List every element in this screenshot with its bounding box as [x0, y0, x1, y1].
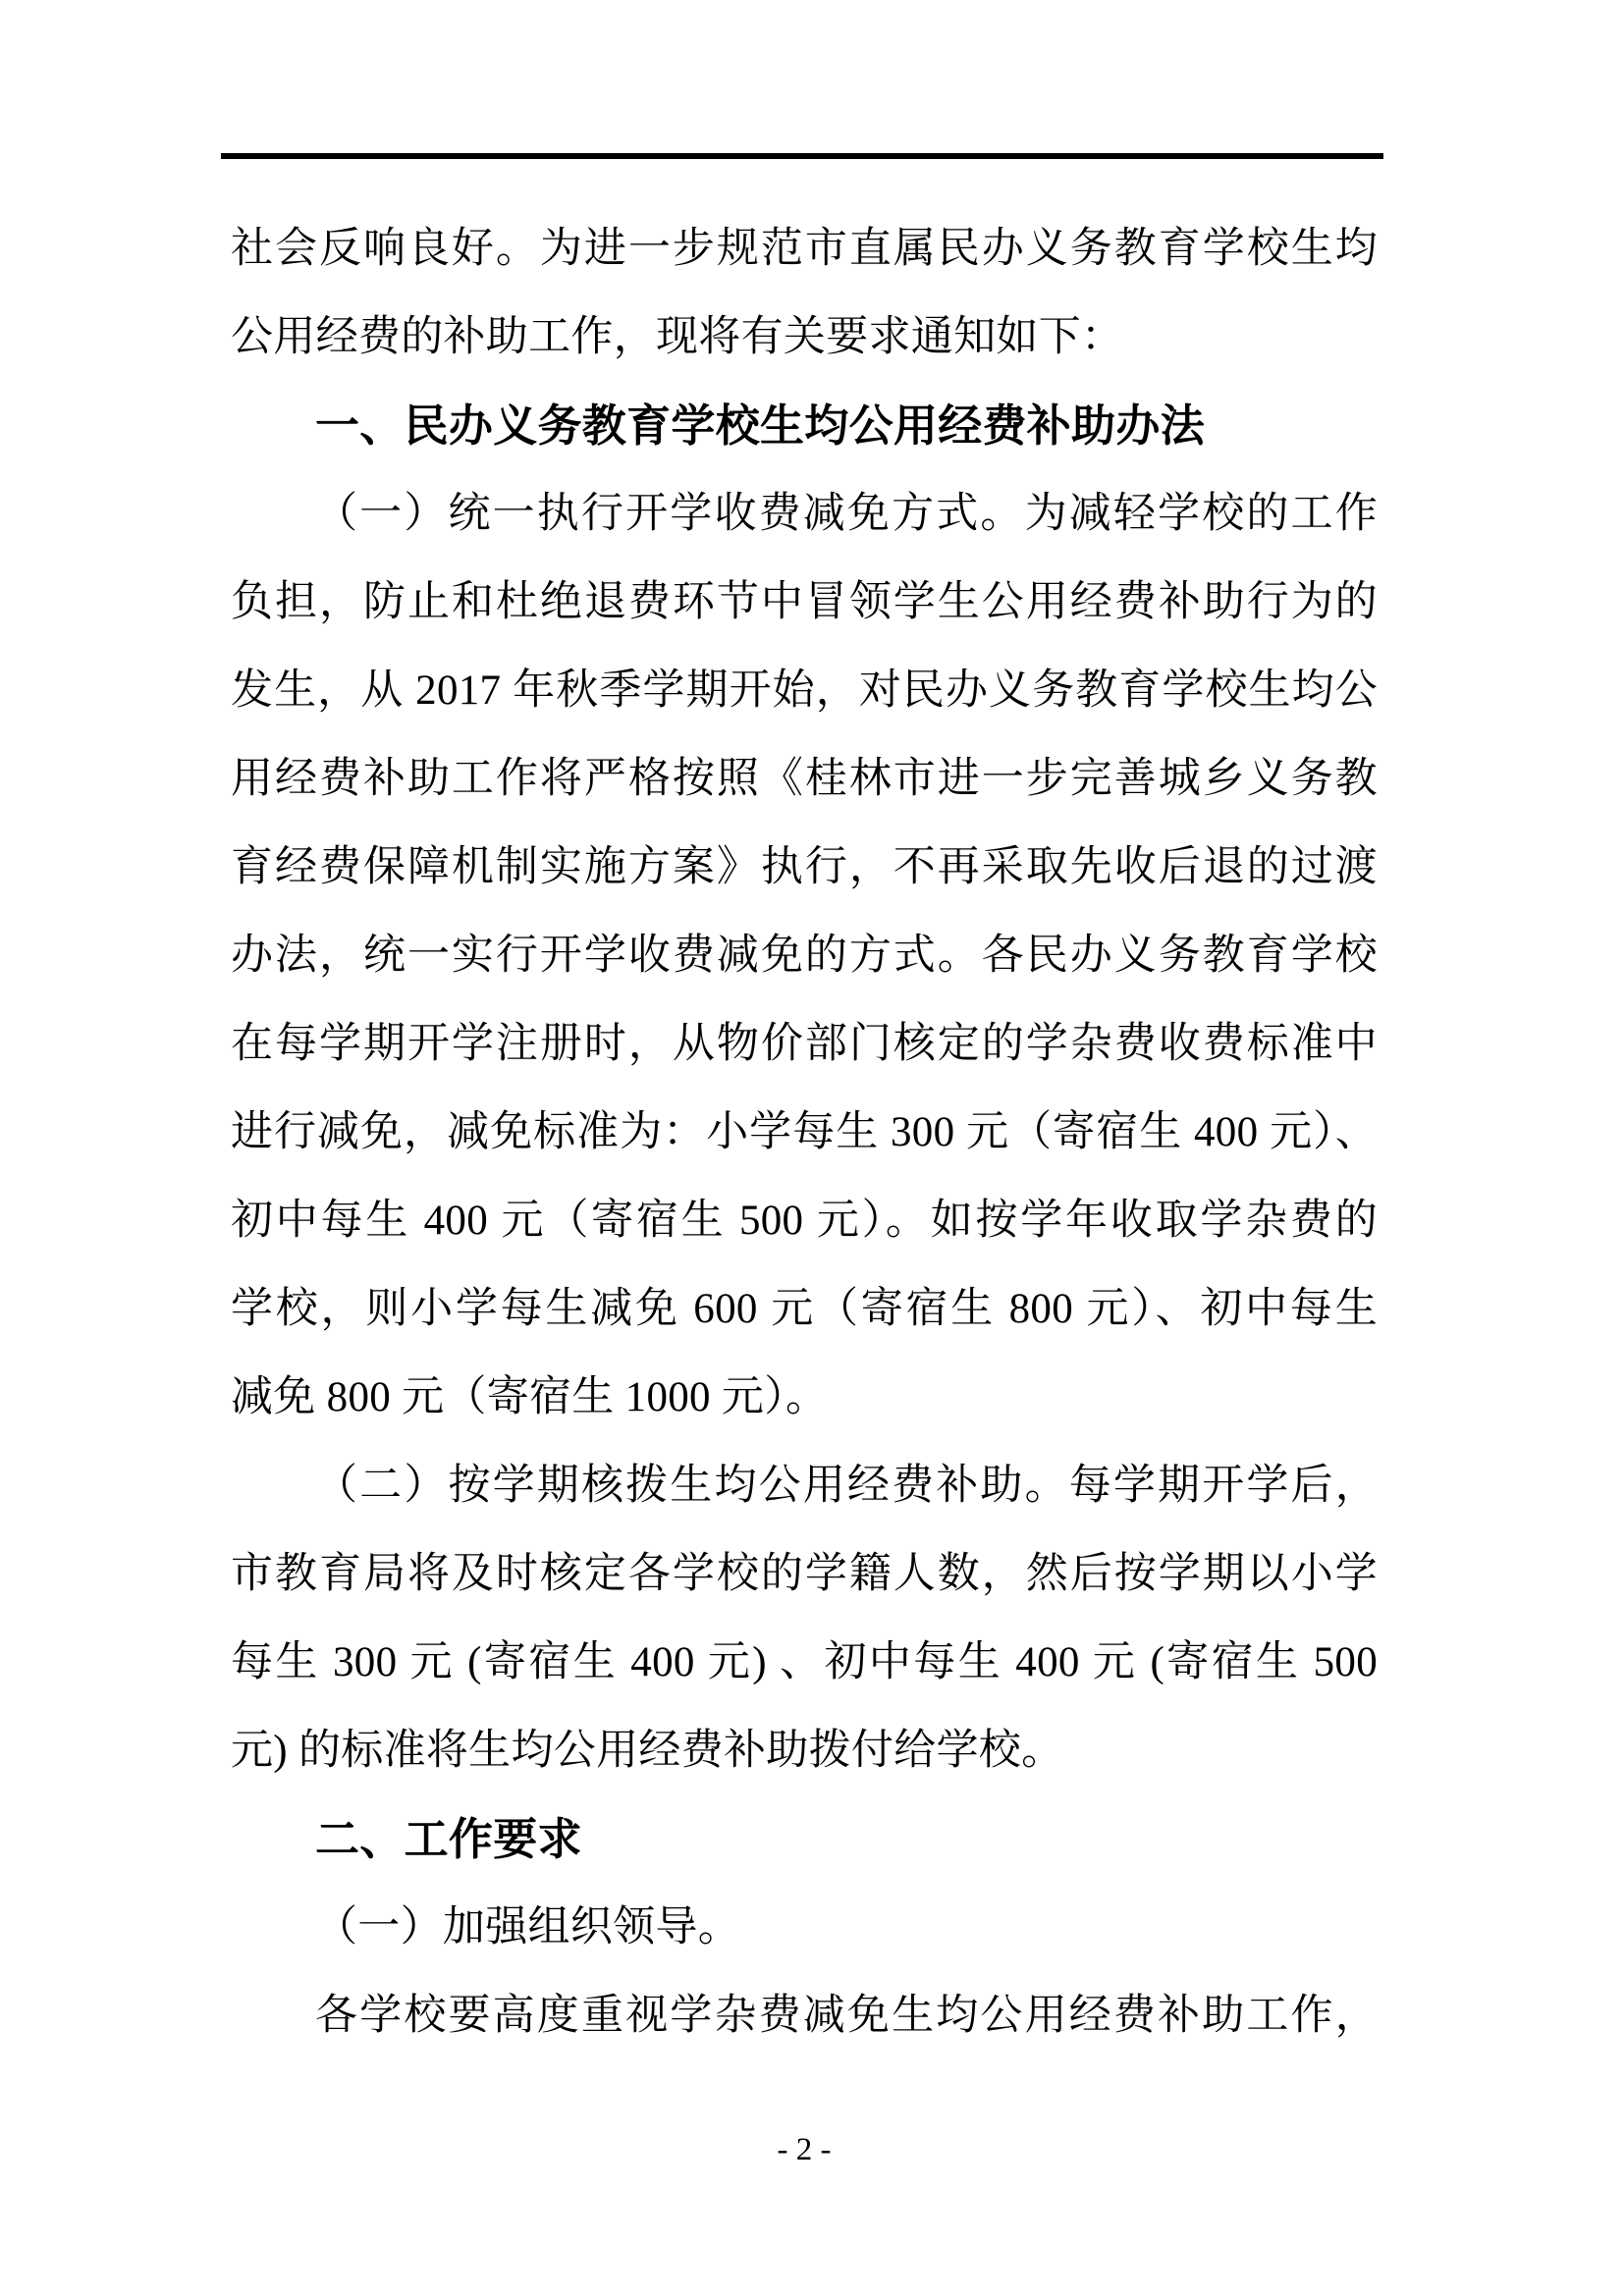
- doc-line: 每生 300 元 (寄宿生 400 元) 、初中每生 400 元 (寄宿生 500: [231, 1639, 1378, 1685]
- doc-line: 负担，防止和杜绝退费环节中冒领学生公用经费补助行为的: [231, 579, 1378, 625]
- doc-line: 办法，统一实行开学收费减免的方式。各民办义务教育学校: [231, 933, 1378, 979]
- doc-line: （二）按学期核拨生均公用经费补助。每学期开学后，: [315, 1463, 1378, 1509]
- header-rule: [221, 153, 1383, 159]
- section-heading-2: 二、工作要求: [315, 1814, 582, 1864]
- doc-line: 各学校要高度重视学杂费减免生均公用经费补助工作，: [315, 1993, 1378, 2039]
- doc-line: （一）统一执行开学收费减免方式。为减轻学校的工作: [315, 491, 1378, 537]
- doc-line: 进行减免，减免标准为：小学每生 300 元（寄宿生 400 元）、: [231, 1109, 1378, 1155]
- doc-line: 发生，从 2017 年秋季学期开始，对民办义务教育学校生均公: [231, 667, 1378, 714]
- subsection-heading: （一）加强组织领导。: [315, 1904, 740, 1950]
- doc-line: 在每学期开学注册时，从物价部门核定的学杂费收费标准中: [231, 1021, 1378, 1067]
- doc-line: 学校，则小学每生减免 600 元（寄宿生 800 元）、初中每生: [231, 1286, 1378, 1332]
- page-number: - 2 -: [777, 2132, 832, 2167]
- doc-line: 社会反响良好。为进一步规范市直属民办义务教育学校生均: [231, 226, 1378, 272]
- section-heading-1: 一、民办义务教育学校生均公用经费补助办法: [315, 400, 1206, 451]
- doc-line: 元) 的标准将生均公用经费补助拨付给学校。: [231, 1728, 1064, 1774]
- doc-line: 初中每生 400 元（寄宿生 500 元）。如按学年收取学杂费的: [231, 1198, 1378, 1244]
- document-body: [231, 205, 1378, 2060]
- doc-line: 市教育局将及时核定各学校的学籍人数，然后按学期以小学: [231, 1551, 1378, 1597]
- doc-line: 公用经费的补助工作，现将有关要求通知如下：: [231, 314, 1124, 360]
- doc-line: 减免 800 元（寄宿生 1000 元）。: [231, 1374, 829, 1420]
- doc-line: 育经费保障机制实施方案》执行，不再采取先收后退的过渡: [231, 844, 1378, 890]
- doc-line: 用经费补助工作将严格按照《桂林市进一步完善城乡义务教: [231, 756, 1378, 802]
